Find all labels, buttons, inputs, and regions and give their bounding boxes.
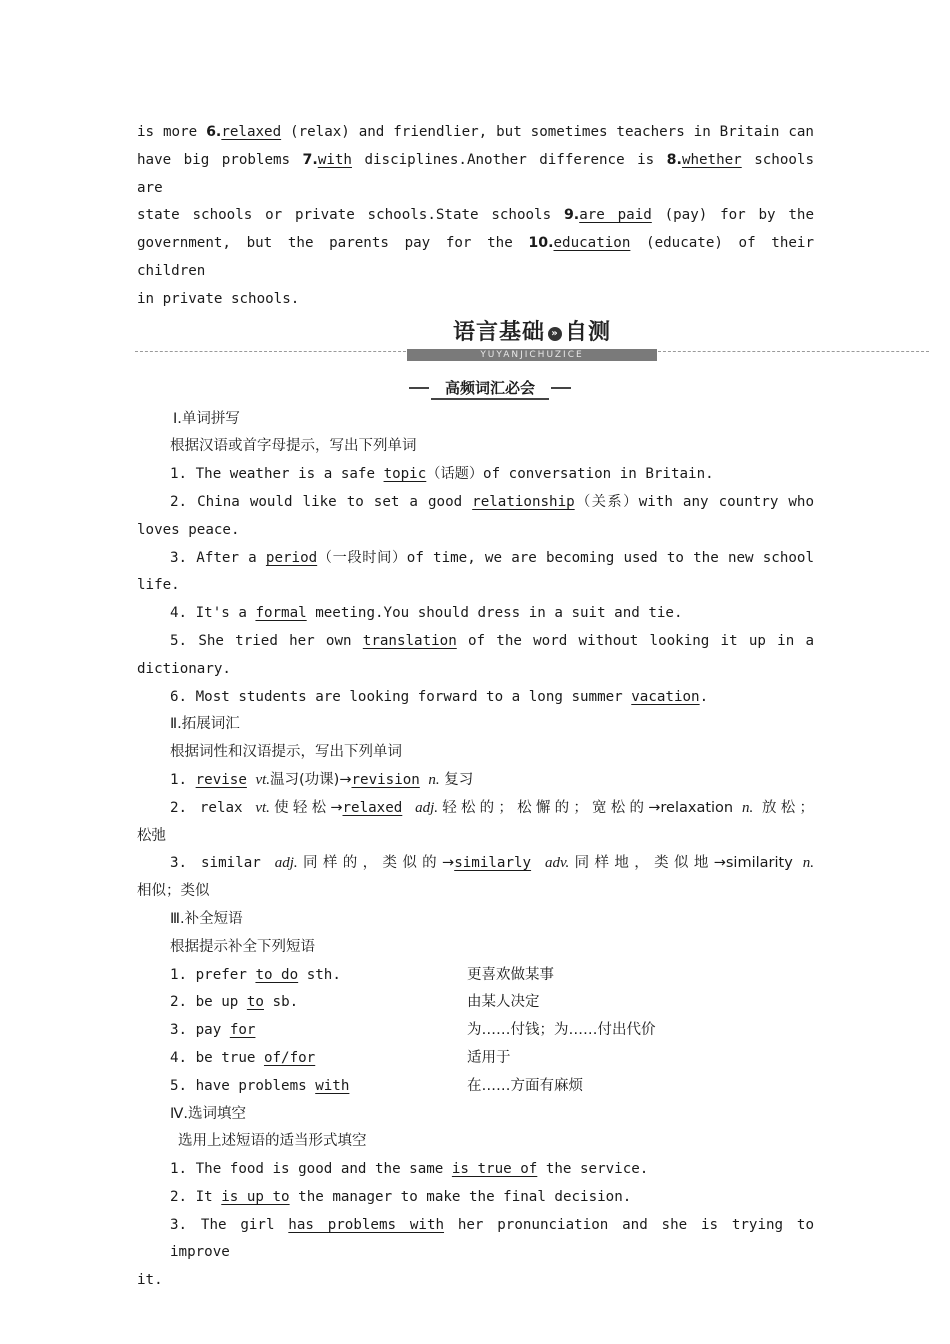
question-continuation: dictionary. [137,660,231,677]
answer: of/for [263,1049,316,1066]
phrase-item: 1. prefer to do sth. 更喜欢做某事 [137,962,814,990]
answer: relaxed [221,124,282,140]
answer: similarly [454,855,532,872]
intro-line-3: state schools or private schools.State schools 9.are paid (pay) for by the [137,207,814,224]
page-content [137,119,814,1295]
part2-heading: Ⅱ.拓展词汇 [170,716,240,733]
answer: for [229,1022,256,1039]
part3-heading: Ⅲ.补全短语 [170,910,243,927]
divider-right [658,351,929,352]
question-continuation: 松弛 [137,827,166,844]
chevron-right-icon: » [548,327,562,341]
question-item: 1. revise vt.温习(功课)→revision n. 复习 [170,771,474,788]
phrase-meaning: 为……付钱；为……付出代价 [467,1022,656,1039]
phrase-item: 2. be up to sb. 由某人决定 [137,989,814,1017]
question-item: 2. It is up to the manager to make the final decision. [170,1188,632,1205]
answer: to [246,994,264,1011]
question-continuation: life. [137,577,180,594]
answer: to do [255,966,299,983]
part4-heading: Ⅳ.选词填空 [170,1105,246,1122]
section-title: 语言基础 » 自测 [452,319,612,345]
blank-number: 6. [206,124,222,140]
answer: relationship [472,493,575,510]
part3-instruction: 根据提示补全下列短语 [170,938,315,955]
answer: whether [681,151,742,168]
answer: formal [255,605,307,622]
answer: vacation [631,688,700,705]
question-continuation: it. [137,1272,163,1289]
phrase-item: 5. have problems with 在……方面有麻烦 [137,1073,814,1101]
phrase-meaning: 适用于 [467,1049,511,1066]
answer: revise [195,771,247,788]
answer: revision [351,771,420,788]
answer: topic [383,466,427,483]
phrase-meaning: 由某人决定 [467,994,540,1011]
question-item: 3. similar adj.同样的，类似的→similarly adv.同样地，类似地→similarity n. [170,855,814,872]
answer: is up to [221,1188,290,1205]
question-item: 2. China would like to set a good relationship（关系）with any country who [170,493,814,510]
answer: with [315,1077,350,1094]
phrase-meaning: 更喜欢做某事 [467,966,554,983]
question-continuation: 相似；类似 [137,883,210,900]
question-continuation: loves peace. [137,521,240,538]
question-item: 6. Most students are looking forward to a long summer vacation. [170,688,709,705]
answer: is true of [451,1161,538,1178]
section-header [137,318,814,374]
intro-line-5: in private schools. [137,290,300,307]
part2-instruction: 根据词性和汉语提示，写出下列单词 [170,744,402,761]
question-item: 3. After a period（一段时间）of time, we are becoming used to the new school [170,549,814,566]
phrase-meaning: 在……方面有麻烦 [467,1077,583,1094]
divider-left [135,351,406,352]
answer: are paid [579,207,652,224]
subsection-title: 高频词汇必会 [431,378,549,400]
blank-number: 9. [563,207,580,224]
phrase-item: 3. pay for 为……付钱；为……付出代价 [137,1017,814,1045]
intro-line-2: have big problems 7.with disciplines.Another difference is 8.whether schools are [137,151,814,196]
answer: education [553,235,631,252]
question-item: 4. It's a formal meeting.You should dress in a suit and tie. [170,605,683,622]
question-item: 5. She tried her own translation of the word without looking it up in a [170,632,814,649]
intro-line-1: is more 6.relaxed (relax) and friendlier, but sometimes teachers in Britain can [137,124,814,140]
part1-heading: Ⅰ.单词拼写 [173,410,240,427]
answer: period [265,549,318,566]
answer: has problems with [288,1216,445,1233]
answer: translation [362,632,457,649]
section-banner [407,318,657,362]
answer: relaxed [342,799,403,816]
blank-number: 10. [528,235,554,252]
answer: with [317,151,352,168]
intro-line-4: government, but the parents pay for the 10.education (educate) of their children [137,235,814,279]
question-item: 3. The girl has problems with her pronunciation and she is trying to improve [170,1216,814,1261]
question-item: 1. The food is good and the same is true of the service. [170,1161,649,1178]
part1-instruction: 根据汉语或首字母提示，写出下列单词 [170,438,417,455]
part4-instruction: 选用上述短语的适当形式填空 [178,1133,367,1150]
phrase-item: 4. be true of/for 适用于 [137,1045,814,1073]
subsection-header [137,374,814,402]
section-subtitle: YUYANJICHUZICE [407,349,657,361]
question-item: 2. relax vt.使轻松→relaxed adj.轻松的；松懈的；宽松的→relaxation n. 放松； [170,799,814,816]
question-item: 1. The weather is a safe topic（话题）of conversation in Britain. [170,466,714,483]
blank-number: 8. [666,151,682,168]
blank-number: 7. [302,151,318,168]
